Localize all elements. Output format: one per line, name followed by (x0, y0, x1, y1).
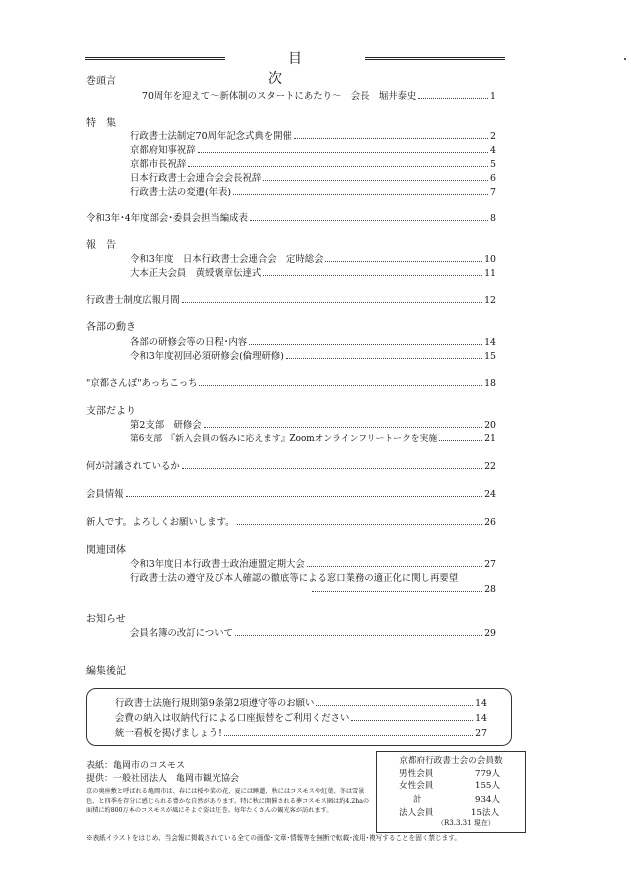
member-count-date: （R3.3.31 現在） (437, 819, 495, 827)
cover-description: 京の奥座敷と呼ばれる亀岡市は、春には桜や菜の花、夏には睡蓮、秋にはコスモスや紅葉、冬は雪景色、と四季を存分に感じられる豊かな自然があります。特に秋に開催される夢コスモス園は約4.2haの面積に約800万本のコスモスが風にそよぐ姿は圧巻。毎年たくさんの観光客が訪れます。 (86, 788, 370, 814)
member-row-label: 男性会員 (399, 769, 434, 779)
section-label: 各部の動き (86, 322, 136, 333)
toc-entry[interactable]: 新人です。よろしくお願いします。 26 (86, 517, 496, 528)
notice-box (86, 688, 512, 746)
section-label: 支部だより (86, 406, 136, 417)
member-row-value: 15法人 (471, 808, 500, 818)
section-label: 報 告 (86, 240, 116, 251)
toc-entry-title[interactable]: 行政書士法の遵守及び本人確認の徹底等による窓口業務の適正化に関し再要望 (130, 573, 459, 584)
notice-entry[interactable]: 統一看板を掲げましょう! 27 (115, 728, 487, 739)
toc-entry[interactable]: 京都市長祝辞 5 (130, 159, 496, 170)
toc-entry[interactable]: 京都府知事祝辞 4 (130, 145, 496, 156)
member-row-value: 934人 (475, 795, 500, 805)
member-row-value: 155人 (475, 781, 500, 791)
toc-title: 目 次 (268, 51, 396, 87)
toc-entry[interactable]: 第6支部 『新入会員の悩みに応えます』Zoomオンラインフリートークを実施 21 (130, 433, 496, 444)
toc-entry-continuation[interactable]: 28 (310, 584, 496, 597)
notice-entry[interactable]: 行政書士法施行規則第9条第2項遵守等のお願い 14 (115, 698, 487, 709)
toc-entry[interactable]: 令和3年度 日本行政書士会連合会 定時総会 10 (130, 254, 496, 265)
toc-entry[interactable]: "京都さんぽ"あっちこっち 18 (86, 378, 496, 389)
toc-entry[interactable]: 会員名簿の改訂について 29 (130, 628, 496, 639)
toc-entry[interactable]: 令和3年･4年度部会･委員会担当編成表 8 (86, 213, 496, 224)
section-label: 関連団体 (86, 545, 126, 556)
section-label: 巻頭言 (86, 76, 116, 87)
member-count-box (376, 751, 526, 833)
margin-mark (624, 58, 626, 60)
member-row-value: 779人 (475, 769, 500, 779)
toc-entry[interactable]: 大本正夫会員 黄綬褒章伝達式 11 (130, 268, 496, 279)
cover-caption: 表紙：亀岡市のコスモス (86, 761, 186, 771)
member-row-label: 女性会員 (399, 781, 434, 791)
notice-entry[interactable]: 会費の納入は収納代行による口座振替をご利用ください 14 (115, 713, 487, 724)
toc-entry[interactable]: 令和3年度初回必須研修会(倫理研修) 15 (130, 351, 496, 362)
member-count-title: 京都府行政書士会の会員数 (399, 756, 503, 766)
toc-entry[interactable]: 会員情報 24 (86, 489, 496, 500)
copyright-notice: ※表紙イラストをはじめ、当会報に掲載されている全ての画像･文章･情報等を無断で転載･流用･複写することを固く禁じます。 (86, 834, 461, 842)
toc-entry[interactable]: 日本行政書士会連合会会長祝辞 6 (130, 173, 496, 184)
toc-entry[interactable]: 何が討議されているか 22 (86, 461, 496, 472)
member-row-label: 計 (413, 795, 422, 805)
section-label: 編集後記 (86, 666, 126, 677)
toc-entry[interactable]: 行政書士制度広報月間 12 (86, 295, 496, 306)
title-rule-left (85, 57, 225, 60)
toc-entry[interactable]: 70周年を迎えて～新体制のスタートにあたり～ 会長 堀井泰史 1 (142, 91, 496, 102)
toc-entry[interactable]: 行政書士法の変遷(年表) 7 (130, 187, 496, 198)
toc-entry[interactable]: 各部の研修会等の日程･内容 14 (130, 337, 496, 348)
toc-entry[interactable]: 令和3年度日本行政書士政治連盟定期大会 27 (130, 559, 496, 570)
section-label: お知らせ (86, 614, 126, 625)
toc-entry[interactable]: 第2支部 研修会 20 (130, 420, 496, 431)
toc-entry[interactable]: 行政書士法制定70周年記念式典を開催 2 (130, 131, 496, 142)
section-label: 特 集 (86, 118, 116, 129)
title-rule-right (365, 57, 505, 60)
cover-credit: 提供：一般社団法人 亀岡市観光協会 (86, 774, 240, 784)
member-row-label: 法人会員 (399, 808, 434, 818)
